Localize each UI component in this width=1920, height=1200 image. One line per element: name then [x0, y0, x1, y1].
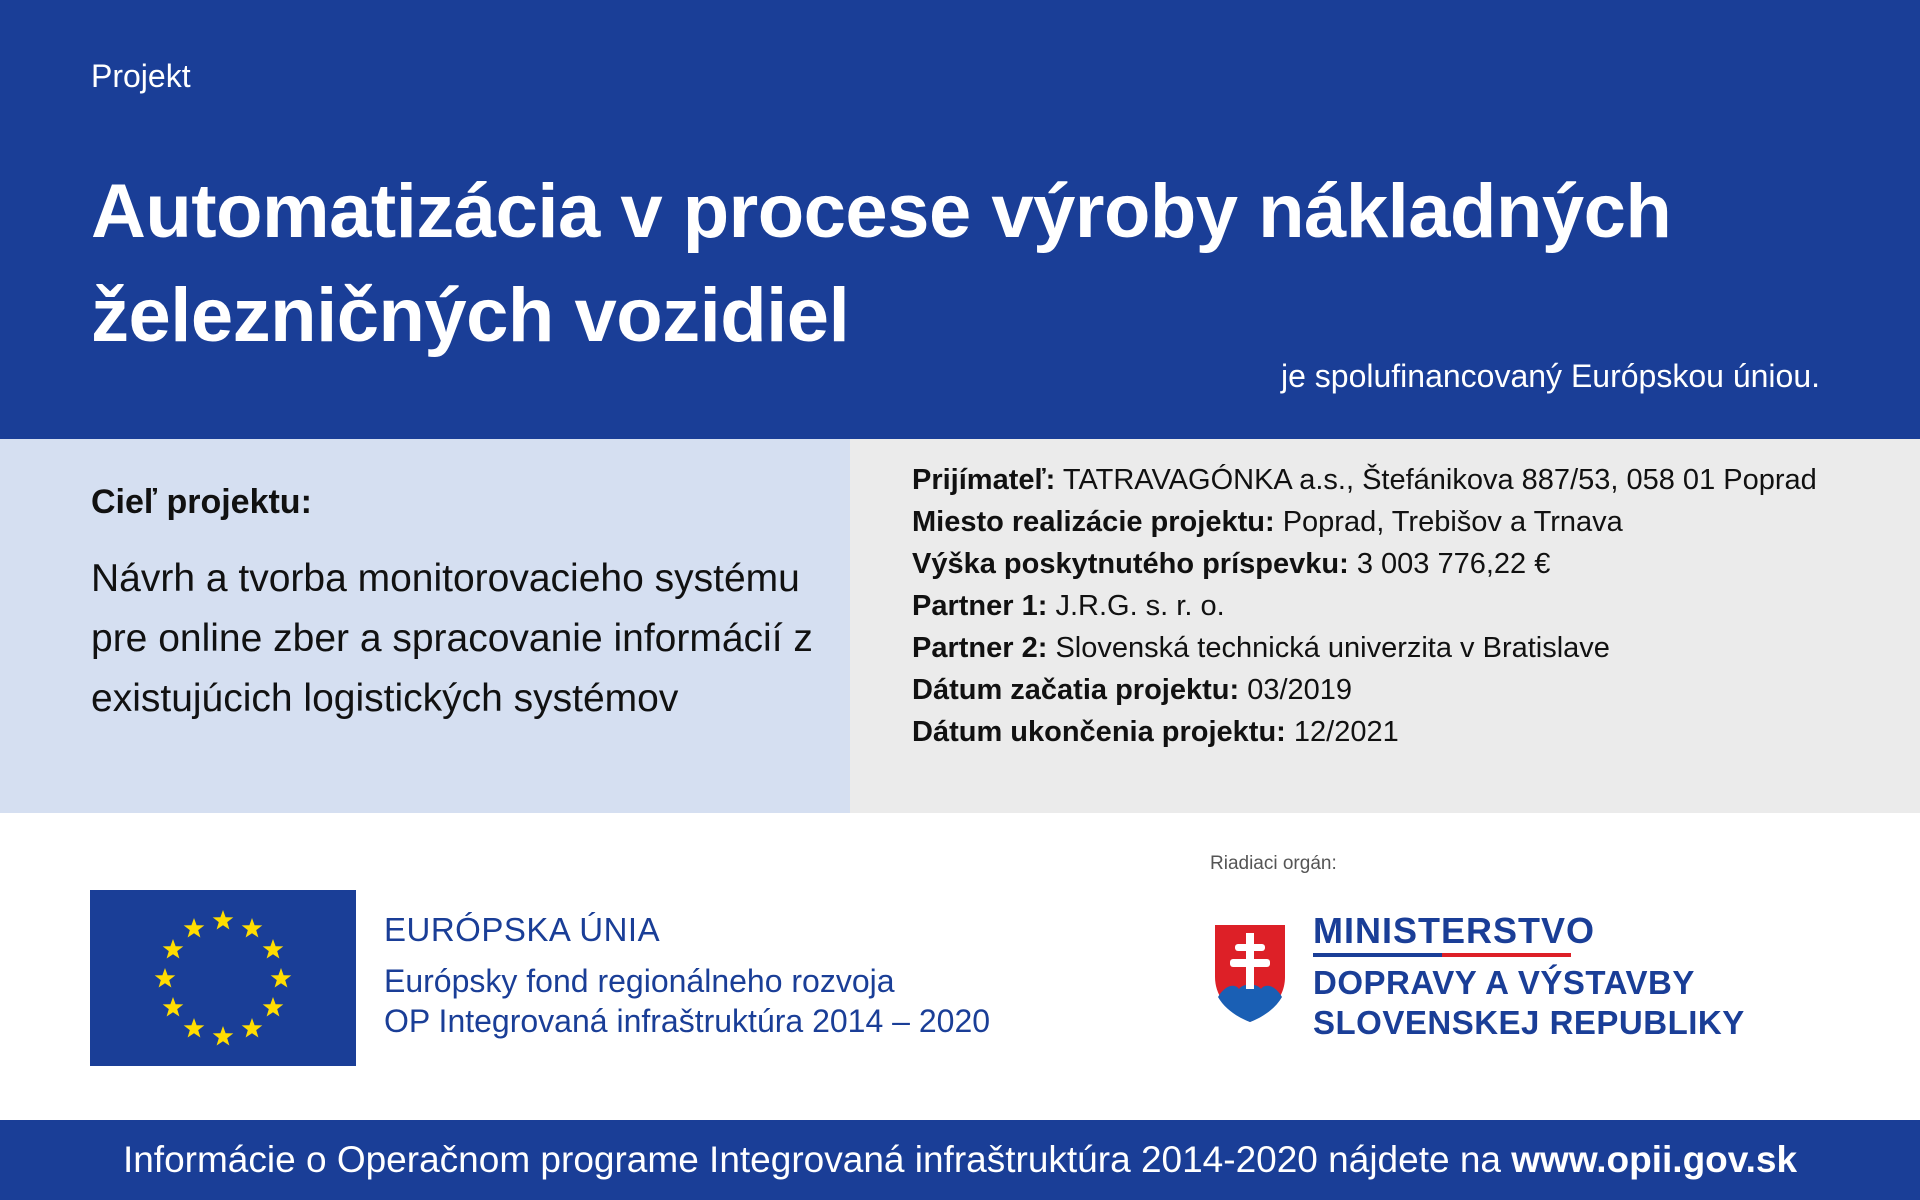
managing-authority-caption: Riadiaci orgán:: [1210, 853, 1337, 874]
detail-value: TATRAVAGÓNKA a.s., Štefánikova 887/53, 058 01 Poprad: [1062, 464, 1817, 496]
slovak-coat-of-arms-icon: [1209, 919, 1291, 1034]
detail-recipient: [912, 459, 1817, 501]
detail-label: Partner 2:: [912, 632, 1048, 664]
project-title: Automatizácia v procese výroby nákladných železničných vozidiel: [91, 169, 1672, 358]
footer-bar: [0, 1120, 1920, 1200]
cofinanced-note: je spolufinancovaný Európskou úniou.: [1280, 358, 1820, 394]
eu-flag-icon: [90, 890, 356, 1066]
project-label: Projekt: [91, 58, 191, 94]
detail-start-date: [912, 669, 1817, 711]
ministry-line-1: MINISTERSTVO: [1313, 910, 1596, 951]
detail-value: J.R.G. s. r. o.: [1055, 590, 1225, 622]
eu-stars-icon: [90, 890, 356, 1066]
ministry-line-2: DOPRAVY A VÝSTAVBY: [1313, 964, 1695, 1001]
footer-url-link[interactable]: www.opii.gov.sk: [1511, 1139, 1798, 1180]
ministry-line-3: SLOVENSKEJ REPUBLIKY: [1313, 1004, 1745, 1041]
detail-partner-1: [912, 585, 1817, 627]
detail-label: Dátum začatia projektu:: [912, 674, 1240, 706]
ministry-rule: [1313, 953, 1571, 957]
detail-label: Partner 1:: [912, 590, 1048, 622]
detail-label: Prijímateľ:: [912, 464, 1056, 496]
eu-fund: Európsky fond regionálneho rozvoja: [384, 963, 895, 999]
details-panel: [850, 439, 1920, 813]
eu-programme: OP Integrovaná infraštruktúra 2014 – 2020: [384, 1003, 991, 1039]
eu-name: EURÓPSKA ÚNIA: [384, 911, 661, 948]
detail-label: Výška poskytnutého príspevku:: [912, 548, 1349, 580]
eu-text-block: [384, 909, 990, 1041]
logos-section: [0, 813, 1920, 1120]
goal-panel: [0, 439, 850, 813]
goal-heading: Cieľ projektu:: [91, 483, 312, 521]
goal-text: Návrh a tvorba monitorovacieho systému pre online zber a spracovanie informácií z existujúcich logistických systémov: [91, 557, 813, 720]
footer-text: Informácie o Operačnom programe Integrovaná infraštruktúra 2014-2020 nájdete na: [122, 1139, 1501, 1180]
detail-partner-2: [912, 627, 1817, 669]
detail-label: Miesto realizácie projektu:: [912, 506, 1275, 538]
detail-value: 03/2019: [1247, 674, 1353, 706]
detail-amount: [912, 543, 1817, 585]
detail-label: Dátum ukončenia projektu:: [912, 716, 1286, 748]
detail-end-date: [912, 711, 1817, 753]
detail-value: Slovenská technická univerzita v Bratislave: [1055, 632, 1610, 664]
detail-value: 12/2021: [1293, 716, 1399, 748]
detail-value: 3 003 776,22 €: [1356, 548, 1551, 580]
ministry-wordmark: [1313, 911, 1745, 1043]
detail-value: Poprad, Trebišov a Trnava: [1282, 506, 1623, 538]
detail-location: [912, 501, 1817, 543]
header-banner: [0, 0, 1920, 439]
details-list: [912, 459, 1817, 753]
